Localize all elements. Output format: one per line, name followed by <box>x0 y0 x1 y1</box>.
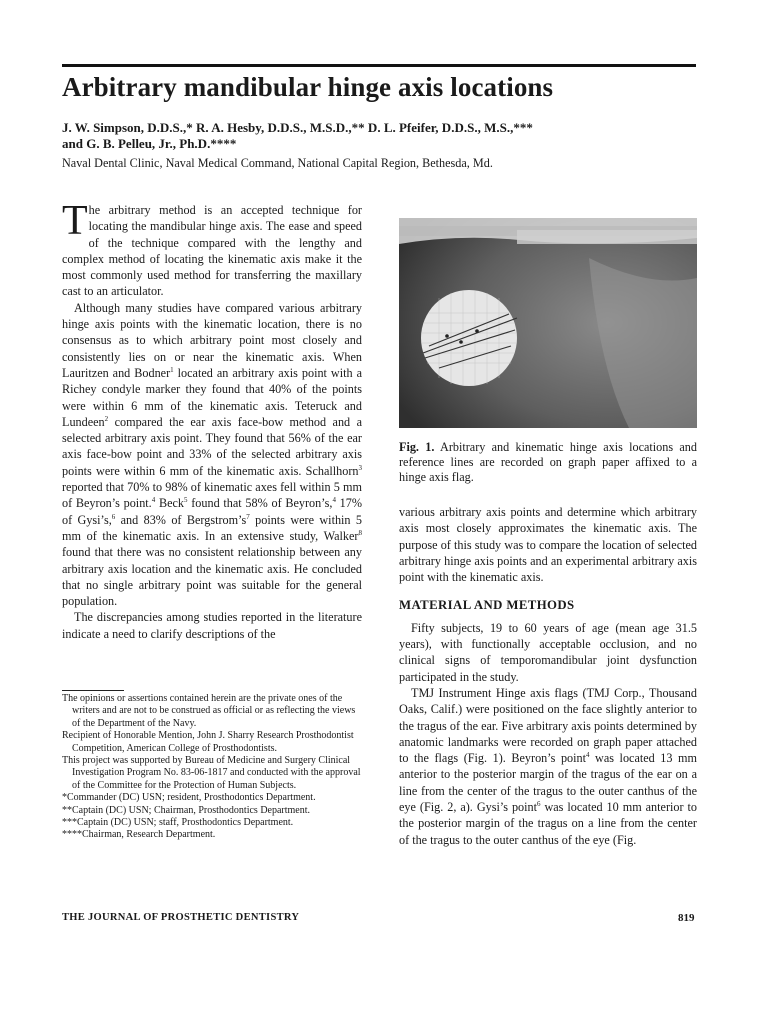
page-number: 819 <box>678 912 695 924</box>
left-column <box>62 198 363 642</box>
author-list <box>62 120 702 152</box>
footnote: The opinions or assertions contained herein are the private ones of the writers and are not to be construed as official or as reflecting the views of the Department of the Navy. <box>62 693 356 729</box>
authors-line-2: and G. B. Pelleu, Jr., Ph.D.**** <box>62 136 237 151</box>
reference-marker: 4 <box>151 496 156 505</box>
text-run: found that there was no consistent relationship between any arbitrary axis location and the kinematic axis. He concluded that no single arbitrary point was suitable for the general population. <box>62 545 362 609</box>
reference-marker: 4 <box>332 496 336 505</box>
text-run: reported that 70% to 98% of kinematic axes fell within 5 mm of Beyron’s point. <box>62 480 362 511</box>
footnote: ***Captain (DC) USN; staff, Prosthodontics Department. <box>62 817 294 829</box>
authors-line-1: J. W. Simpson, D.D.S.,* R. A. Hesby, D.D.S., M.S.D.,** D. L. Pfeifer, D.D.S., M.S.,*** <box>62 120 533 135</box>
purpose-paragraph: various arbitrary axis points and determine which arbitrary axis most closely approximates the kinematic axis. The purpose of this study was to compare the location of selected arbitrary hinge axis points and an experimental arbitrary axis point with the kinematic axis. <box>399 505 697 585</box>
intro-text: he arbitrary method is an accepted technique for locating the mandibular hinge axis. The ease and speed of the technique compared with the lengthy and complex method of locating the kinematic axis make it the most commonly used method for transferring the maxillary cast to an articulator. <box>62 203 362 299</box>
literature-paragraph <box>62 300 362 610</box>
reference-marker: 6 <box>111 512 116 521</box>
figure-label: Fig. 1. <box>399 440 435 454</box>
footnote: Recipient of Honorable Mention, John J. Sharry Research Prosthodontist Competition, American College of Prosthodontists. <box>62 730 354 754</box>
reference-marker: 1 <box>170 365 174 374</box>
text-run: and 83% of Bergstrom’s <box>115 512 247 527</box>
top-rule <box>62 64 696 67</box>
drop-cap: T <box>62 198 88 244</box>
text-run: was located 10 mm anterior to the posterior margin of the tragus on a line from the center of the tragus to the outer canthus of the eye (Fig. <box>399 800 697 847</box>
reference-marker: 4 <box>586 751 590 760</box>
reference-marker: 5 <box>184 496 188 505</box>
figure-1-caption <box>399 440 697 485</box>
reference-marker: 8 <box>358 528 362 537</box>
discrepancy-paragraph: The discrepancies among studies reported in the literature indicate a need to clarify descriptions of the <box>62 610 362 641</box>
text-run: points were within 5 mm of the kinematic axis. In an extensive study, Walker <box>62 512 363 543</box>
reference-marker: 6 <box>537 799 541 808</box>
footnotes <box>62 693 362 842</box>
right-column <box>399 504 697 848</box>
text-run: 17% of Gysi’s, <box>62 496 363 527</box>
journal-name: THE JOURNAL OF PROSTHETIC DENTISTRY <box>62 912 300 923</box>
intro-paragraph <box>62 198 362 300</box>
text-run: was located 13 mm anterior to the posterior margin of the tragus of the ear on a line from the center of the tragus to the outer canthus of the eye (Fig. 2, a). Gysi’s point <box>399 751 697 815</box>
reference-marker: 3 <box>358 463 362 472</box>
article-title: Arbitrary mandibular hinge axis locations <box>62 72 554 102</box>
affiliation: Naval Dental Clinic, Naval Medical Command, National Capital Region, Bethesda, Md. <box>62 156 493 170</box>
footnote: ****Chairman, Research Department. <box>62 829 216 841</box>
reference-marker: 2 <box>104 414 109 423</box>
footnote: **Captain (DC) USN; Chairman, Prosthodontics Department. <box>62 804 311 816</box>
subjects-paragraph: Fifty subjects, 19 to 60 years of age (mean age 31.5 years), with functionally acceptable occlusion, and no clinical signs of temporomandibular joint dysfunction participated in the study. <box>399 620 697 684</box>
text-run: compared the ear axis face-bow method and a selected arbitrary axis point. They found that 56% of the ear axis face-bow point and 33% of the selected arbitrary axis points were within 6 mm of the kinematic axis. Schallhorn <box>62 414 362 478</box>
footnote: *Commander (DC) USN; resident, Prosthodontics Department. <box>62 792 316 804</box>
hinge-axis-flag-photo <box>399 218 697 428</box>
footnote: This project was supported by Bureau of Medicine and Surgery Clinical Investigation Program No. 83-06-1817 and conducted with the approval of the Committee for the Protection of Human Subjects. <box>62 755 361 791</box>
text-run: TMJ Instrument Hinge axis flags (TMJ Corp., Thousand Oaks, Calif.) were positioned on the face slightly anterior to the tragus of the ear. Five arbitrary axis points determined by anatomic landmarks were recorded on graph paper attached to the flags (Fig. 1). Beyron’s point <box>399 685 697 766</box>
text-run: found that 58% of Beyron’s, <box>187 496 333 511</box>
text-run: Beck <box>155 496 185 511</box>
footnote-rule <box>62 690 124 691</box>
figure-caption-text: Arbitrary and kinematic hinge axis locations and reference lines are recorded on graph paper affixed to a hinge axis flag. <box>399 440 697 484</box>
section-heading: MATERIAL AND METHODS <box>399 598 575 613</box>
text-run: located an arbitrary axis point with a Richey condyle marker they found that 40% of the points were within 6 mm of the kinematic axis. Teteruck and Lundeen <box>62 365 362 429</box>
figure-1-photo <box>399 218 697 428</box>
flags-paragraph <box>399 685 697 848</box>
reference-marker: 7 <box>246 512 250 521</box>
text-run: Although many studies have compared various arbitrary hinge axis points with the kinematic location, there is no consensus as to which arbitrary point most closely and consistently lies on or near the kinematic axis. When Lauritzen and Bodner <box>62 300 362 380</box>
